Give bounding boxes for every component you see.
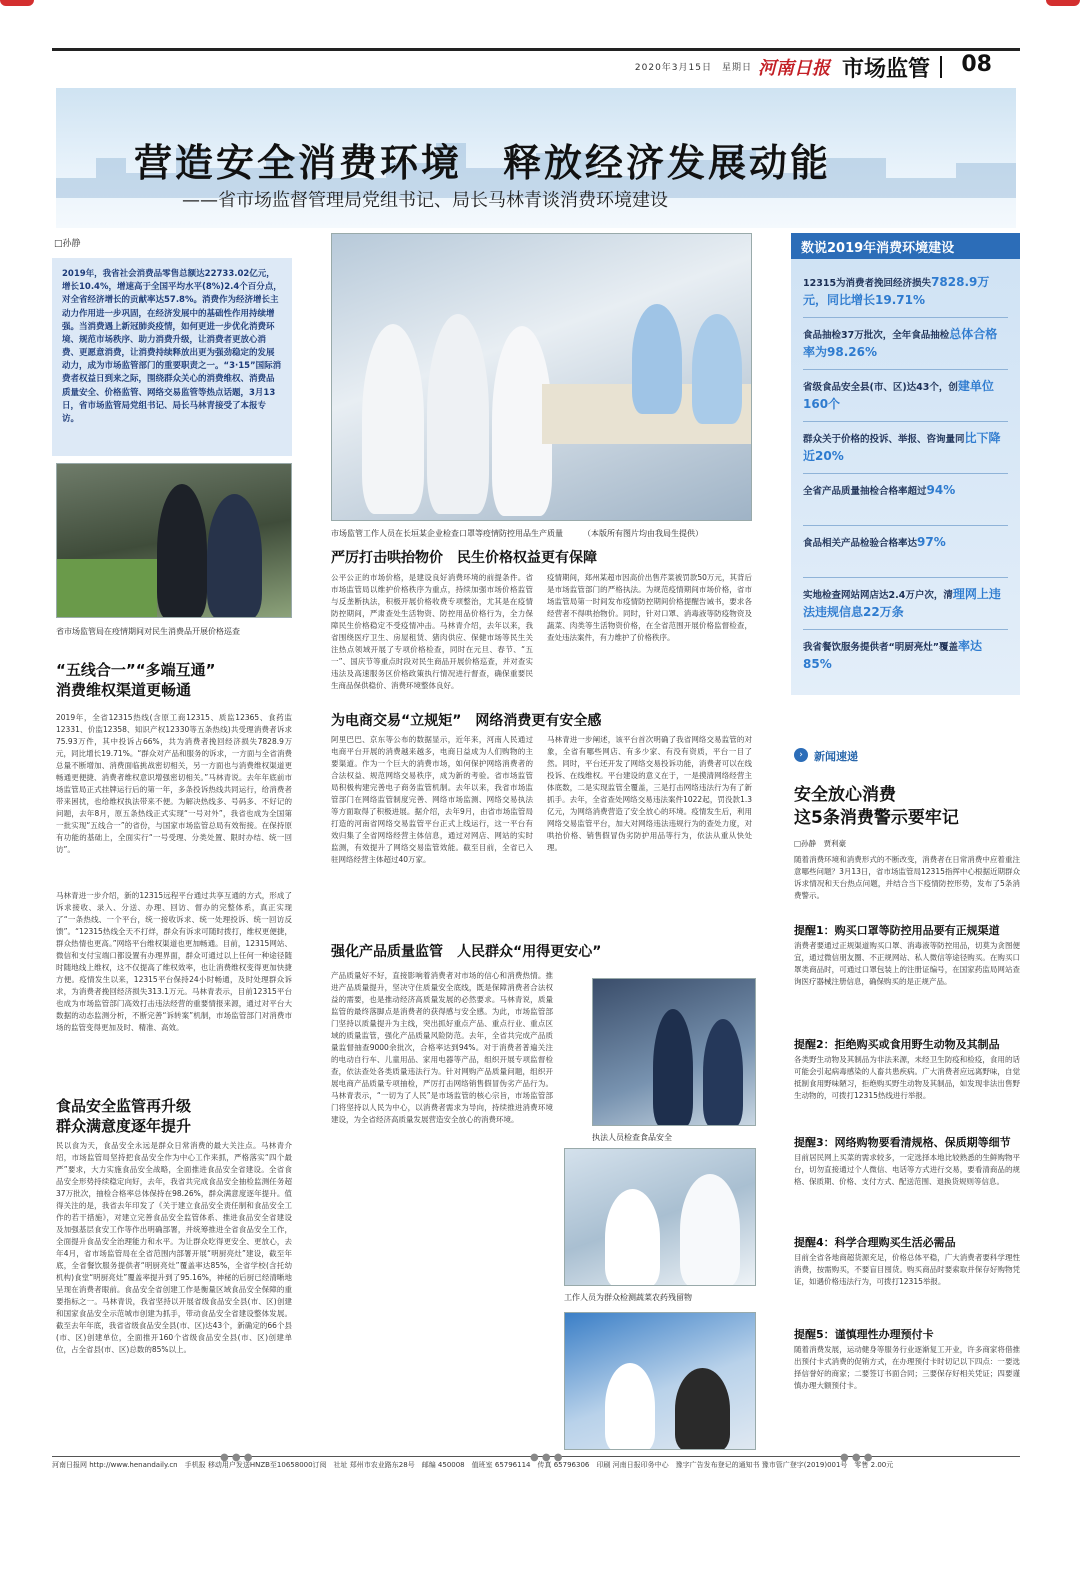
- body-text: 产品质量好不好，直接影响着消费者对市场的信心和消费热情。推进产品质量提升，坚决守住质量安全底线，既是保障消费者合法权益的需要，也是推动经济高质量发展的必然要求。马林青说，质量监管的最终落脚点是消费者的获得感与安全感。为此，市场监管部门坚持以质量提升为主线，突出抓好重点产品、重点行业、重点区域的质量监管，强化产品质量风险防范。去年，全省共完成产品质量监督抽查9000余批次，合格率达到94%。对于消费者普遍关注的电动自行车、儿童用品、家用电器等产品，组织开展专项监督检查，依法查处各类质量违法行为。针对网购产品质量问题，组织开展电商产品质量专项抽检，严厉打击网络销售假冒伪劣产品行为。马林青表示，“一切为了人民”是市场监管的核心宗旨，市场监管部门将坚持以人民为中心，以消费者需求为导向，持续推进消费环境建设，为全省经济高质量发展营造安全放心的消费环境。: [331, 971, 553, 1124]
- photo-figure: [157, 484, 207, 618]
- newspaper-logo: 河南日报: [758, 58, 830, 79]
- stat-text: 群众关于价格的投诉、举报、咨询量同: [803, 434, 965, 445]
- photo-figure: [703, 1019, 743, 1126]
- stat-text: 食品相关产品检验合格率达: [803, 538, 918, 549]
- photo-figure: [427, 314, 489, 514]
- main-photo-caption: 市场监管工作人员在长垣某企业检查口罩等疫情防控用品生产质量 （本版所有图片均由我局生提供）: [331, 529, 703, 538]
- photo-figure: [632, 304, 682, 414]
- tip-title: 提醒2：拒绝购买或食用野生动物及其制品: [794, 1038, 1000, 1051]
- pager-dots[interactable]: ● ● ●: [840, 1452, 873, 1463]
- tip-title: 提醒5：谨慎理性办理预付卡: [794, 1328, 934, 1341]
- headline-banner: [56, 88, 1016, 228]
- stat-text: 我省餐饮服务提供者“明厨亮灶”覆盖: [803, 642, 958, 653]
- section-head-complaint: “五线合一”“多端互通” 消费维权渠道更畅通: [56, 661, 216, 700]
- stat-value: 理网上违法违规信息22万条: [803, 587, 1001, 620]
- main-photo: [331, 233, 752, 521]
- stat-text: 12315为消费者挽回经济损失: [803, 278, 932, 289]
- photo-figure: [362, 324, 424, 514]
- stat-text: 食品抽检37万批次，全年食品抽检: [803, 330, 950, 341]
- chevron-right-icon: ›: [794, 748, 808, 762]
- stat-divider: [803, 577, 1008, 578]
- photo-figure: [675, 1368, 730, 1450]
- body-text: 公平公正的市场价格，是建设良好消费环境的前提条件。省市场监管局以维护价格秩序为重点，持续加强市场价格监管与反垄断执法，积极开展价格收费专项整治，尤其是在疫情防控期间，严肃查处生活物资、防控用品价格行为，全力保障民生价格稳定不受疫情冲击。马林青介绍，去年以来，我省围绕医疗卫生、房屋租赁、猪肉供应、保健市场等民生关注热点领域开展了专项价格检查，同时在元旦、春节、“五一”、国庆节等重点时段对民生商品开展价格巡查，并对查实违法及高速服务区价格政策执行情况进行督查，确保重要民生商品保供稳价、消费环境整体良好。: [331, 573, 533, 690]
- market-inspection-photo: [56, 463, 292, 618]
- stat-divider: [803, 473, 1008, 474]
- stat-value: 比下降近20%: [803, 431, 1001, 464]
- stat-value: 97%: [917, 535, 946, 549]
- stat-text: 实地检查网站网店达2.4万户次，清: [803, 590, 953, 601]
- stat-item: [803, 585, 1008, 622]
- stat-value: 建单位160个: [803, 379, 994, 412]
- photo-figure: [605, 1363, 655, 1450]
- stat-divider: [803, 369, 1008, 370]
- page-number: 08: [961, 52, 992, 77]
- photo-figure: [680, 1174, 740, 1286]
- stat-item: [803, 273, 1008, 310]
- body-text: 马林青进一步介绍，新的12315远程平台通过共享互通的方式，形成了诉求接收、录入、分送、办理、回访、督办的完整体系，真正实现了“一条热线、一个平台，统一接收诉求、统一处理投诉、统一回访反馈”。“12315热线全天不打烊，群众有诉求可随时拨打，维权更便捷，群众热情也更高。”网络平台维权渠道也更加畅通。目前，12315网站、微信和支付宝端口都设置有办理界面，群众可通过以上任何一种途径随时随地线上维权，这不仅提高了维权效率，也让消费维权变得更加快捷方便。疫情发生以来，12315平台保持24小时畅通，及时处理群众诉求，为消费者挽回经济损失313.1万元。马林青表示，目前12315平台也成为市场监管部门高效打击违法经营的重要情报来源，通过对平台大数据的动态监测分析，不断完善“诉转案”机制，市场监管部门对消费市场的监管变得更加及时、精准、高效。: [56, 891, 292, 1032]
- pager-dots[interactable]: ● ● ●: [220, 1452, 253, 1463]
- tip-body: 各类野生动物及其制品为非法来源，未经卫生防疫和检疫，食用的话可能会引起病毒感染的人畜共患疾病。广大消费者应远离野味，自觉抵制食用野味陋习，拒绝购买野生动物及其制品，如发现非法出售野生动物的，可拨打12315热线进行举报。: [794, 1055, 1020, 1100]
- newspaper-page: [52, 48, 1020, 1518]
- top-left-corner-mark: [0, 0, 34, 6]
- left-photo-caption: 省市场监管局在疫情期间对民生消费品开展价格巡查: [56, 627, 240, 636]
- pesticide-test-photo: [564, 1148, 756, 1286]
- article-byline: □孙静: [54, 239, 81, 249]
- stat-item: [803, 325, 1008, 362]
- section-head-ecommerce: 为电商交易“立规矩” 网络消费更有安全感: [331, 713, 602, 729]
- photo-figure: [653, 1009, 693, 1126]
- stat-item: [803, 533, 1008, 551]
- section-head-quality: 强化产品质量监管 人民群众“用得更安心”: [331, 944, 602, 960]
- r2-photo-caption: 工作人员为群众检测蔬菜农药残留物: [564, 1293, 692, 1302]
- tip-title: 提醒4：科学合理购买生活必需品: [794, 1236, 956, 1249]
- top-right-corner-mark: [1046, 0, 1080, 6]
- tip-title: 提醒1：购买口罩等防控用品要有正规渠道: [794, 924, 1000, 937]
- pager-dots[interactable]: ● ● ●: [530, 1452, 563, 1463]
- main-headline: 营造安全消费环境 释放经济发展动能: [134, 140, 832, 185]
- food-safety-photo: [592, 978, 756, 1126]
- stat-divider: [803, 421, 1008, 422]
- tip-body: 目前居民网上买菜的需求较多，一定选择本地比较熟悉的生鲜购物平台，切勿直接通过个人微信、电话等方式进行交易，要看清商品的规格、保质期、价格、支付方式、配送范围、退换货规则等信息。: [794, 1153, 1020, 1186]
- news-lead: 随着消费环境和消费形式的不断改变，消费者在日常消费中应着重注意哪些问题？3月13日，省市场监管局12315指挥中心根据近期群众诉求情况和天台热点问题，并结合当下疫情防控形势，发布了5条消费警示。: [794, 855, 1020, 900]
- stats-title: 数说2019年消费环境建设: [791, 233, 1020, 259]
- body-text: 阿里巴巴、京东等公布的数据显示，近年来，河南人民通过电商平台开展的消费越来越多，电商日益成为人们购物的主要渠道。作为一个巨大的消费市场，如何保护网络消费者的合法权益、规范网络交易秩序，成为新的考验。省市场监管局积极构建完善电子商务监管机制。去年以来，我省市场监管部门在网络监管制度完善、网络市场监测、网络交易执法等方面取得了积极进展。据介绍，去年9月，由省市场监管局打造的河南省网络交易监管平台正式上线运行，这一平台有效归集了全省网络经营主体信息，通过对网店、网站的实时监测，有效提升了网络交易监管效能。截至目前，全省已入驻网络经营主体超过40万家。: [331, 735, 533, 864]
- top-rule: [52, 48, 1020, 51]
- stat-divider: [803, 525, 1008, 526]
- r1-photo-caption: 执法人员检查食品安全: [592, 1133, 672, 1142]
- section-head-price: 严厉打击哄抬物价 民生价格权益更有保障: [331, 550, 597, 566]
- body-text: 马林青进一步阐述，该平台首次明确了我省网络交易监管的对象，全省有哪些网店、有多少家、有没有资质，平台一目了然。同时，平台还开发了网络交易投诉功能，消费者可以在线投诉、在线维权。平台建设的意义在于，一是摸清网络经营主体底数，二是实现监管全覆盖，三是打击网络违法行为有了新抓手。去年，全省查处网络交易违法案件1022起，罚没款1.3亿元，为网络消费营造了安全放心的环境。疫情发生后，利用网络交易监管平台，加大对网络违法违规行为的查处力度，对哄抬价格、销售假冒伪劣防护用品等行为，依法从重从快处理。: [547, 735, 752, 852]
- stat-divider: [803, 317, 1008, 318]
- stat-item: [803, 429, 1008, 466]
- stat-item: [803, 481, 1008, 499]
- masthead-divider: [940, 56, 942, 78]
- photo-figure: [207, 494, 262, 618]
- masthead-date: 2020年3月15日 星期日: [634, 63, 752, 73]
- photo-figure: [692, 314, 742, 424]
- sub-headline: ——省市场监督管理局党组书记、局长马林青谈消费环境建设: [182, 190, 668, 211]
- stat-text: 全省产品质量抽检合格率超过: [803, 486, 927, 497]
- stat-text: 省级食品安全县(市、区)达43个，创: [803, 382, 958, 393]
- tip-title: 提醒3：网络购物要看清规格、保质期等细节: [794, 1136, 1011, 1149]
- section-name: 市场监管: [841, 57, 930, 82]
- news-title: 安全放心消费 这5条消费警示要牢记: [794, 785, 959, 828]
- section-head-food: 食品安全监管再升级 群众满意度逐年提升: [56, 1097, 192, 1136]
- stat-value: 率达85%: [803, 639, 983, 672]
- page-footer: 河南日报网 http://www.henandaily.cn 手机报 移动用户发送HNZB至10658000订阅 社址 郑州市农业路东28号 邮编 450008 值班室 65796114 传真 65796306 印刷 河南日报印务中心 豫字广告发布登记的通知书 豫市管广登字(2019)001号 零售 2.00元: [52, 1456, 1020, 1470]
- news-label: 新闻速递: [814, 750, 858, 763]
- tip-body: 随着消费发展，运动健身等服务行业逐渐复工开业，许多商家将借推出预付卡式消费的促销方式，在办理预付卡时切记以下四点：一要选择信誉好的商家；二要签订书面合同；三要保存好相关凭证；四要谨慎办理大额预付卡。: [794, 1345, 1020, 1390]
- stat-value: 7828.9万元，同比增长19.71%: [803, 275, 990, 308]
- body-text: 2019年，全省12315热线(含原工商12315、质监12365、食药监12331、价监12358、知识产权12330等五条热线)共受理消费者诉求75.93万件，其中投诉占66%，共为消费者挽回经济损失7828.9万元，同比增长19.71%。“群众对产品和服务的诉求，一方面与全省消费总量不断增加、消费面临挑战密切相关，另一方面也与消费维权渠道更畅通更便捷、消费者维权意识增强密切相关。”马林青说。去年年底前市场监管局正式挂牌运行后的第一年，多条投诉热线共同运行，给消费者带来困扰，也给维权执法带来不便。为解决热线多、号码多、不好记的问题，去年8月，原五条热线正式实现“一号对外”，我省也成为全国第一批实现“五线合一”的省份，与国家市场监管总局有效衔接。在保持原有功能的基础上，全面实行“一号受理、分类处置、限时办结、统一回访”。: [56, 713, 292, 854]
- news-byline: □孙静 贾利豪: [794, 839, 847, 848]
- stat-value: 94%: [926, 483, 956, 497]
- quick-test-photo: [564, 1312, 756, 1450]
- intro-box: 2019年，我省社会消费品零售总额达22733.02亿元，增长10.4%，增速高于全国平均水平(8%)2.4个百分点，对全省经济增长的贡献率达57.8%。消费作为经济增长主动力作用进一步巩固，在经济发展中的基础性作用持续增强。当消费遇上新冠肺炎疫情，如何更进一步优化消费环境、规范市场秩序、助力消费升级，让消费者更放心消费、更愿意消费，让消费持续释放出更为强劲稳定的发展动力，成为市场监管部门的重要职责之一。“3·15”国际消费者权益日到来之际，围绕群众关心的消费维权、消费品质量安全、价格监管、网络交易监管等热点话题，3月13日，省市场监管局党组书记、局长马林青接受了本报专访。: [52, 258, 292, 456]
- stat-item: [803, 377, 1008, 414]
- body-text: 民以食为天，食品安全永远是群众日常消费的最大关注点。马林青介绍，市场监管局坚持把食品安全作为中心工作来抓，严格落实“四个最严”要求，大力实施食品安全战略，全面推进食品安全省建设。全省食品安全形势持续稳定向好，去年，我省共完成食品安全抽检监测任务超37万批次，抽检合格率总体保持在98.26%，群众满意度逐年提升。值得关注的是，我省去年印发了《关于建立食品安全责任制和食品安全工作的若干措施》，对建立完善食品安全监管体系、推进食品安全省建设及加强基层食安工作等作出明确部署，并统筹推进全省食品安全工作，全面提升食品安全治理能力和水平。为让群众吃得更安全、更放心，去年4月，省市场监管局在全省范围内部署开展“明厨亮灶”建设，截至年底，全省餐饮服务提供者“明厨亮灶”覆盖率达85%，全省学校(含托幼机构)食堂“明厨亮灶”覆盖率提升到了95.16%，神秘的后厨已经清晰地呈现在消费者眼前。食品安全省创建工作是衡量区域食品安全保障的重要指标之一。马林青说，我省坚持以开展省级食品安全县(市、区)创建和国家食品安全示范城市创建为抓手，带动食品安全省建设整体发展。截至去年年底，我省省级食品安全县(市、区)达43个，新确定的66个县(市、区)创建单位，全面推开160个省级食品安全县(市、区)创建单位，占全省县(市、区)总数的85%以上。: [56, 1141, 292, 1354]
- stat-item: [803, 637, 1008, 674]
- photo-figure: [605, 1189, 660, 1286]
- tip-body: 目前全省各地商超货源充足，价格总体平稳，广大消费者要科学理性消费，按需购买，不要盲目囤货。购买商品时要索取并保存好购物凭证，如遇价格违法行为，可拨打12315举报。: [794, 1253, 1020, 1286]
- tip-body: 消费者要通过正规渠道购买口罩、消毒液等防控用品，切莫为贪图便宜，通过微信朋友圈、不正规网站、私人微信等途径购买。在购买口罩类商品时，可通过口罩包装上的注册证编号，在国家药监局网站查询医疗器械注册信息，确保购买的是正规产品。: [794, 941, 1020, 986]
- stat-divider: [803, 629, 1008, 630]
- stats-panel: [791, 233, 1020, 695]
- body-text: 疫情期间，郑州某超市因高价出售芹菜被罚款50万元，其背后是市场监管部门的严格执法。为规范疫情期间市场价格，省市场监管局第一时间发布疫情防控期间价格提醒告诫书，要求各经营者不得哄抬物价。同时，针对口罩、消毒液等防疫物资及蔬菜、肉类等生活物资价格，在全省范围开展价格监督检查，查处违法案件，有力维护了价格秩序。: [547, 573, 752, 642]
- stat-value: 总体合格率为98.26%: [803, 327, 998, 360]
- photo-vegetables: [57, 559, 157, 618]
